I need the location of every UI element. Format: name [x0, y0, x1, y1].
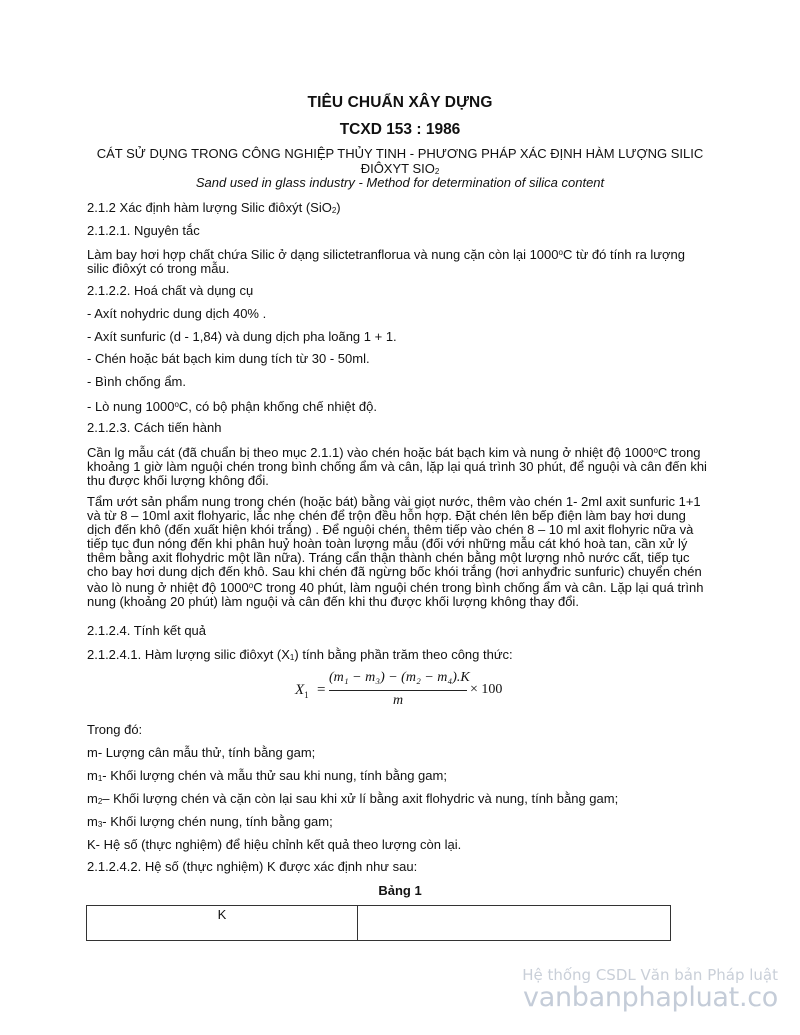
section-2-1-2-2: 2.1.2.2. Hoá chất và dụng cụ: [87, 283, 254, 298]
standard-code: TCXD 153 : 1986: [339, 121, 461, 138]
formula-x: X: [295, 682, 305, 698]
table-cell-k: K: [87, 906, 358, 941]
def-m1-sub: 1: [97, 774, 103, 783]
table-cell-empty: [358, 906, 671, 941]
definition-m: m- Lượng cân mẫu thử, tính bằng gam;: [87, 745, 316, 760]
proc1-text-b: C trong khoảng 1 giờ làm nguội chén trong bình chống ẩm và cân, lặp lại quá trình 30 phút, để nguội và cân đến khi thu được khối lượng không đổi.: [87, 445, 707, 488]
item-5: [87, 398, 707, 414]
x1-sub: 1: [289, 653, 295, 662]
item-5-text-a: - Lò nung 1000: [87, 399, 175, 414]
definition-m3: [87, 815, 707, 832]
principle-text-b: C từ đó tính ra lượng silic điôxýt có trong mẫu.: [87, 247, 685, 276]
proc2-text-b: C trong 40 phút, làm nguội chén trong bình chống ẩm và cân. Lặp lại quá trình nung (khoảng 20 phút) làm nguội và cân đến khi thu được khối lượng không thay đổi.: [87, 580, 704, 609]
formula-fraction-bar: [329, 690, 467, 691]
formula-x-sub: 1: [304, 690, 309, 700]
s21241-text-b: ) tính bằng phần trăm theo công thức:: [294, 647, 513, 662]
def-m3-sub: 3: [97, 820, 103, 829]
degree-sup: o: [558, 248, 563, 257]
def-m2-text: – Khối lượng chén và cặn còn lại sau khi xử lí bằng axit flohydric và nung, tính bằng gam;: [102, 791, 619, 806]
formula-lhs: [295, 682, 309, 700]
subtitle-vi-line2: ĐIÔXYT SIO: [360, 161, 435, 176]
def-m3-text: - Khối lượng chén nung, tính bằng gam;: [102, 814, 333, 829]
formula-equals: =: [317, 682, 326, 698]
def-m2-sub: 2: [97, 797, 103, 806]
coefficient-table: [86, 905, 671, 941]
formula-numerator: (m₁ − m₃) − (m₂ − m₄).K: [329, 670, 470, 685]
formula-denominator: m: [392, 693, 404, 708]
definition-k: K- Hệ số (thực nghiệm) để hiệu chỉnh kết quả theo lượng còn lại.: [87, 837, 462, 852]
silica-formula: [295, 668, 515, 716]
degree-sup: o: [174, 400, 179, 409]
definition-m1: [87, 769, 707, 786]
document-title: TIÊU CHUẨN XÂY DỰNG: [307, 94, 493, 111]
where-label: Trong đó:: [87, 722, 143, 737]
item-1: - Axít nohydric dung dịch 40% .: [87, 306, 267, 321]
procedure-paragraph-2: [87, 495, 707, 609]
definition-m2: [87, 792, 707, 809]
proc2-text-a: Tẩm ướt sản phẩm nung trong chén (hoặc bát) bằng vài giọt nước, thêm vào chén 1- 2ml axit sunfuric 1+1 và từ 8 – 10ml axit flohyaric, lắc nhẹ chén để trộn đều hỗn hợp. Đặt chén lên bếp điện làm bay hơi dung dịch đến khô (đến xuất hiện khói trắng) . Để nguội chén, thêm tiếp vào chén 8 – 10 ml axit flohyric nữa và tiếp tục đun nóng đến khi phân huỷ hoàn toàn lượng mẫu (đối với những mẫu cát khó hoà tan, cần xử lý thêm bằng axit flohydric một lần nữa). Tráng cẩn thận thành chén bằng một lượng nhỏ nước cất, tiếp tục cho bay hơi dung dịch đến khô. Sau khi chén đã ngừng bốc khói trắng (hơi anhyđric sunfuric) chuyển chén vào lò nung ở nhiệt độ 1000: [87, 494, 702, 595]
table-row: [87, 906, 671, 941]
def-m1-symbol: m: [87, 768, 98, 783]
subtitle-sub-2: 2: [434, 167, 440, 176]
section-2-1-2-text: 2.1.2 Xác định hàm lượng Silic điôxýt (SiO: [87, 200, 332, 215]
item-4: - Bình chống ẩm.: [87, 374, 186, 389]
section-2-1-2-1: 2.1.2.1. Nguyên tắc: [87, 223, 200, 238]
subtitle-vi-line1: CÁT SỬ DỤNG TRONG CÔNG NGHIỆP THỦY TINH - PHƯƠNG PHÁP XÁC ĐỊNH HÀM LƯỢNG SILIC: [96, 146, 704, 161]
section-2-1-2-4: 2.1.2.4. Tính kết quả: [87, 623, 207, 638]
watermark-line1: Hệ thống CSDL Văn bản Pháp luật: [522, 966, 778, 984]
section-2-1-2: [87, 201, 707, 218]
item-2: - Axít sunfuric (d - 1,84) và dung dịch pha loãng 1 + 1.: [87, 329, 397, 344]
degree-sup: o: [653, 446, 658, 455]
subtitle-english: Sand used in glass industry - Method for determination of silica content: [195, 175, 605, 190]
degree-sup: o: [248, 581, 254, 590]
def-m1-text: - Khối lượng chén và mẫu thử sau khi nung, tính bằng gam;: [102, 768, 447, 783]
item-5-text-b: C, có bộ phận khống chế nhiệt độ.: [178, 399, 377, 414]
s21241-text-a: 2.1.2.4.1. Hàm lượng silic điôxyt (X: [87, 647, 290, 662]
formula-multiplier: × 100: [470, 682, 503, 697]
section-2-1-2-4-1: [87, 648, 707, 665]
sio2-sub: 2: [331, 206, 337, 215]
procedure-paragraph-1: [87, 444, 707, 488]
principle-paragraph: [87, 246, 707, 276]
proc1-text-a: Cần lg mẫu cát (đã chuẩn bị theo mục 2.1.1) vào chén hoặc bát bạch kim và nung ở nhiệt độ 1000: [87, 445, 654, 460]
def-m3-symbol: m: [87, 814, 98, 829]
principle-text-a: Làm bay hơi hợp chất chứa Silic ở dạng silictetranflorua và nung cặn còn lại 1000: [87, 247, 559, 262]
watermark-site[interactable]: vanbanphapluat.co: [523, 982, 778, 1013]
section-2-1-2-4-2: 2.1.2.4.2. Hệ số (thực nghiệm) K được xác định như sau:: [87, 859, 418, 874]
section-2-1-2-3: 2.1.2.3. Cách tiến hành: [87, 420, 222, 435]
def-m2-symbol: m: [87, 791, 98, 806]
section-2-1-2-end: ): [336, 200, 341, 215]
table-title: Bảng 1: [378, 883, 422, 898]
item-3: - Chén hoặc bát bạch kim dung tích từ 30 - 50ml.: [87, 351, 370, 366]
